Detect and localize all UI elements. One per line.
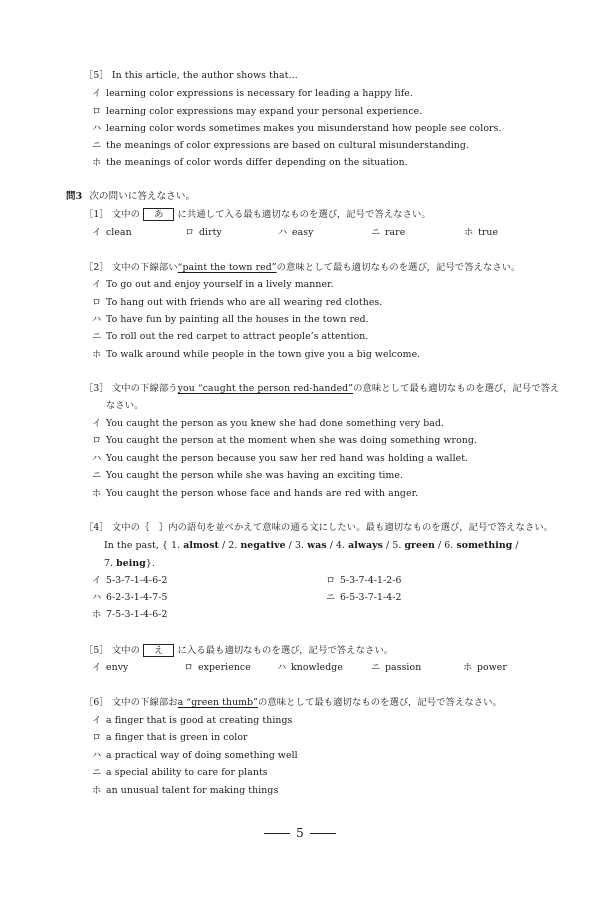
option-text: passion xyxy=(385,662,422,673)
option-text: You caught the person at the moment when she was doing something wrong. xyxy=(106,435,477,446)
q1-option-i xyxy=(92,227,132,239)
word-number: 2. xyxy=(228,540,238,551)
option-mark: ロ xyxy=(184,662,194,673)
option-mark: ホ xyxy=(92,488,102,499)
q5b-option-ho xyxy=(463,662,507,674)
underlined-phrase: a “green thumb” xyxy=(177,697,258,708)
q2-option-ro xyxy=(92,297,382,309)
page-number: 5 xyxy=(296,826,304,840)
word-number: 7. xyxy=(104,558,114,569)
option-text: envy xyxy=(106,662,129,673)
stem-pre: 文中の xyxy=(111,645,141,656)
q5a-option-ni xyxy=(92,140,469,152)
option-text: learning color words sometimes makes you misunderstand how people see colors. xyxy=(106,123,502,134)
option-mark: ニ xyxy=(92,140,102,151)
option-text: You caught the person as you knew she had done something very bad. xyxy=(106,418,445,429)
word-number: 5. xyxy=(392,540,402,551)
question-number: ［5］ xyxy=(84,70,109,81)
option-mark: ホ xyxy=(92,157,102,168)
option-mark: ホ xyxy=(92,609,102,620)
word: green xyxy=(404,540,435,551)
q5a-option-ho xyxy=(92,157,408,169)
question-number: ［4］ xyxy=(84,522,109,533)
q4-option-ni xyxy=(326,592,402,604)
option-text: easy xyxy=(292,227,314,238)
sentence-end: }. xyxy=(145,558,155,569)
option-text: To hang out with friends who are all wearing red clothes. xyxy=(106,297,383,308)
option-mark: ロ xyxy=(185,227,195,238)
q4-stem-line xyxy=(84,522,553,534)
option-text: the meanings of color words differ depending on the situation. xyxy=(106,157,408,168)
q6-option-i xyxy=(92,715,292,727)
q3-option-ro xyxy=(92,435,477,447)
q1-option-ha xyxy=(278,227,313,239)
word-number: 1. xyxy=(171,540,181,551)
blank-box-e: え xyxy=(143,644,174,657)
option-mark: ホ xyxy=(92,785,102,796)
option-text: a practical way of doing something well xyxy=(106,750,298,761)
option-text: To walk around while people in the town give you a big welcome. xyxy=(106,349,421,360)
option-mark: ホ xyxy=(463,662,473,673)
stem-post: に入る最も適切なものを選び，記号で答えなさい。 xyxy=(177,645,394,656)
q4-sentence-line2 xyxy=(104,558,155,570)
q1-stem-line xyxy=(84,208,431,221)
option-text: You caught the person while she was having an exciting time. xyxy=(106,470,404,481)
q1-option-ho xyxy=(464,227,498,239)
q3-option-ha xyxy=(92,453,468,465)
word: being xyxy=(116,558,146,569)
option-mark: ホ xyxy=(92,349,102,360)
option-text: a finger that is green in color xyxy=(106,732,248,743)
stem-post: の意味として最も適切なものを選び，記号で答えなさい。 xyxy=(257,697,502,708)
q4-option-ha xyxy=(92,592,168,604)
word-number: 4. xyxy=(336,540,346,551)
underlined-phrase: “paint the town red” xyxy=(177,262,277,273)
option-text: a special ability to care for plants xyxy=(106,767,268,778)
option-mark: イ xyxy=(92,575,102,586)
q6-option-ni xyxy=(92,767,268,779)
page-number-footer xyxy=(0,826,600,840)
option-text: the meanings of color expressions are based on cultural misunderstanding. xyxy=(106,140,469,151)
q1-option-ro xyxy=(185,227,222,239)
q5b-option-ha xyxy=(277,662,343,674)
option-text: power xyxy=(477,662,507,673)
option-mark: イ xyxy=(92,279,102,290)
q3-option-ni xyxy=(92,470,403,482)
question-number: ［5］ xyxy=(84,645,109,656)
q2-option-ni xyxy=(92,331,368,343)
question-number: ［2］ xyxy=(84,262,109,273)
option-mark: ニ xyxy=(92,331,102,342)
right-dash xyxy=(310,833,336,834)
q5a-option-ro xyxy=(92,106,422,118)
word: almost xyxy=(183,540,219,551)
q6-option-ro xyxy=(92,732,248,744)
option-text: You caught the person whose face and hands are red with anger. xyxy=(106,488,419,499)
option-text: To go out and enjoy yourself in a lively manner. xyxy=(106,279,334,290)
option-text: To have fun by painting all the houses in the town red. xyxy=(106,314,369,325)
option-mark: イ xyxy=(92,418,102,429)
option-mark: ハ xyxy=(278,227,288,238)
stem-post: の意味として最も適切なものを選び，記号で答えなさい。 xyxy=(276,262,521,273)
word: was xyxy=(307,540,327,551)
q2-option-ho xyxy=(92,349,420,361)
option-mark: ハ xyxy=(92,453,102,464)
option-text: dirty xyxy=(199,227,222,238)
option-mark: ハ xyxy=(92,592,102,603)
q5a-stem-line xyxy=(84,70,298,82)
option-mark: ロ xyxy=(326,575,336,586)
option-text: 6-5-3-7-1-4-2 xyxy=(340,592,402,603)
option-text: You caught the person because you saw her red hand was holding a wallet. xyxy=(106,453,469,464)
option-text: clean xyxy=(106,227,132,238)
question-number: ［6］ xyxy=(84,697,109,708)
option-text: knowledge xyxy=(291,662,343,673)
stem-pre: 文中の xyxy=(111,209,141,220)
option-mark: ロ xyxy=(92,435,102,446)
q5b-option-i xyxy=(92,662,128,674)
option-mark: ロ xyxy=(92,297,102,308)
q3-stem-line xyxy=(84,383,559,395)
option-text: true xyxy=(478,227,499,238)
stem-post: の意味として最も適切なものを選び，記号で答え xyxy=(353,383,560,394)
option-mark: イ xyxy=(92,88,102,99)
option-mark: ハ xyxy=(277,662,287,673)
stem-pre: 文中の下線部お xyxy=(111,697,178,708)
q2-option-i xyxy=(92,279,334,291)
option-mark: ニ xyxy=(92,767,102,778)
q3-option-ho xyxy=(92,488,418,500)
word-number: 6. xyxy=(444,540,454,551)
section-instruction: 次の問いに答えなさい。 xyxy=(89,191,196,202)
option-text: 5-3-7-4-1-2-6 xyxy=(340,575,402,586)
option-mark: ロ xyxy=(92,732,102,743)
option-mark: ハ xyxy=(92,750,102,761)
q5b-stem-line xyxy=(84,644,393,657)
q6-option-ha xyxy=(92,750,298,762)
option-mark: ハ xyxy=(92,123,102,134)
option-mark: イ xyxy=(92,662,102,673)
option-text: 6-2-3-1-4-7-5 xyxy=(106,592,168,603)
option-mark: ホ xyxy=(464,227,474,238)
underlined-phrase: you “caught the person red-handed” xyxy=(177,383,354,394)
q5b-option-ni xyxy=(371,662,421,674)
q4-sentence-line1: In the past, { 1. almost / 2. negative / 3. was / 4. always / 5. green / 6. something / xyxy=(104,540,519,551)
q6-option-ho xyxy=(92,785,278,797)
word-number: 3. xyxy=(294,540,305,551)
q6-stem-line xyxy=(84,697,502,709)
option-text: rare xyxy=(385,227,406,238)
option-text: 7-5-3-1-4-6-2 xyxy=(106,609,168,620)
section-3-heading xyxy=(66,191,195,203)
word: negative xyxy=(240,540,286,551)
option-mark: ニ xyxy=(371,662,381,673)
option-text: experience xyxy=(198,662,251,673)
option-mark: イ xyxy=(92,715,102,726)
option-mark: ニ xyxy=(371,227,381,238)
option-text: an unusual talent for making things xyxy=(106,785,279,796)
stem-pre: 文中の下線部い xyxy=(111,262,178,273)
q2-stem-line xyxy=(84,262,521,274)
q5b-option-ro xyxy=(184,662,251,674)
option-mark: ニ xyxy=(326,592,336,603)
option-text: 5-3-7-1-4-6-2 xyxy=(106,575,168,586)
q2-option-ha xyxy=(92,314,369,326)
question-stem: In this article, the author shows that… xyxy=(111,70,298,81)
q4-option-ho xyxy=(92,609,168,621)
section-label: 問3 xyxy=(66,191,83,202)
sentence-lead: In the past, { xyxy=(104,540,169,551)
left-dash xyxy=(264,833,290,834)
question-number: ［1］ xyxy=(84,209,109,220)
option-text: a finger that is good at creating things xyxy=(106,715,293,726)
q4-option-ro xyxy=(326,575,402,587)
option-mark: ロ xyxy=(92,106,102,117)
question-number: ［3］ xyxy=(84,383,109,394)
option-text: learning color expressions is necessary for leading a happy life. xyxy=(106,88,413,99)
option-mark: ハ xyxy=(92,314,102,325)
q5a-option-i xyxy=(92,88,413,100)
blank-box-a: あ xyxy=(143,208,174,221)
stem-pre: 文中の下線部う xyxy=(111,383,178,394)
option-text: learning color expressions may expand your personal experience. xyxy=(106,106,423,117)
stem-post: に共通して入る最も適切なものを選び，記号で答えなさい。 xyxy=(177,209,431,220)
q3-option-i xyxy=(92,418,444,430)
option-text: To roll out the red carpet to attract people’s attention. xyxy=(106,331,369,342)
word: something xyxy=(456,540,513,551)
q3-stem-continuation: なさい。 xyxy=(106,400,144,411)
word: always xyxy=(348,540,383,551)
option-mark: イ xyxy=(92,227,102,238)
q4-option-i xyxy=(92,575,168,587)
stem-text: 文中の｛ ｝内の語句を並べかえて意味の通る文にしたい。最も適切なものを選び，記号で答えなさい。 xyxy=(111,522,554,533)
q5a-option-ha xyxy=(92,123,502,135)
q1-option-ni xyxy=(371,227,405,239)
option-mark: ニ xyxy=(92,470,102,481)
